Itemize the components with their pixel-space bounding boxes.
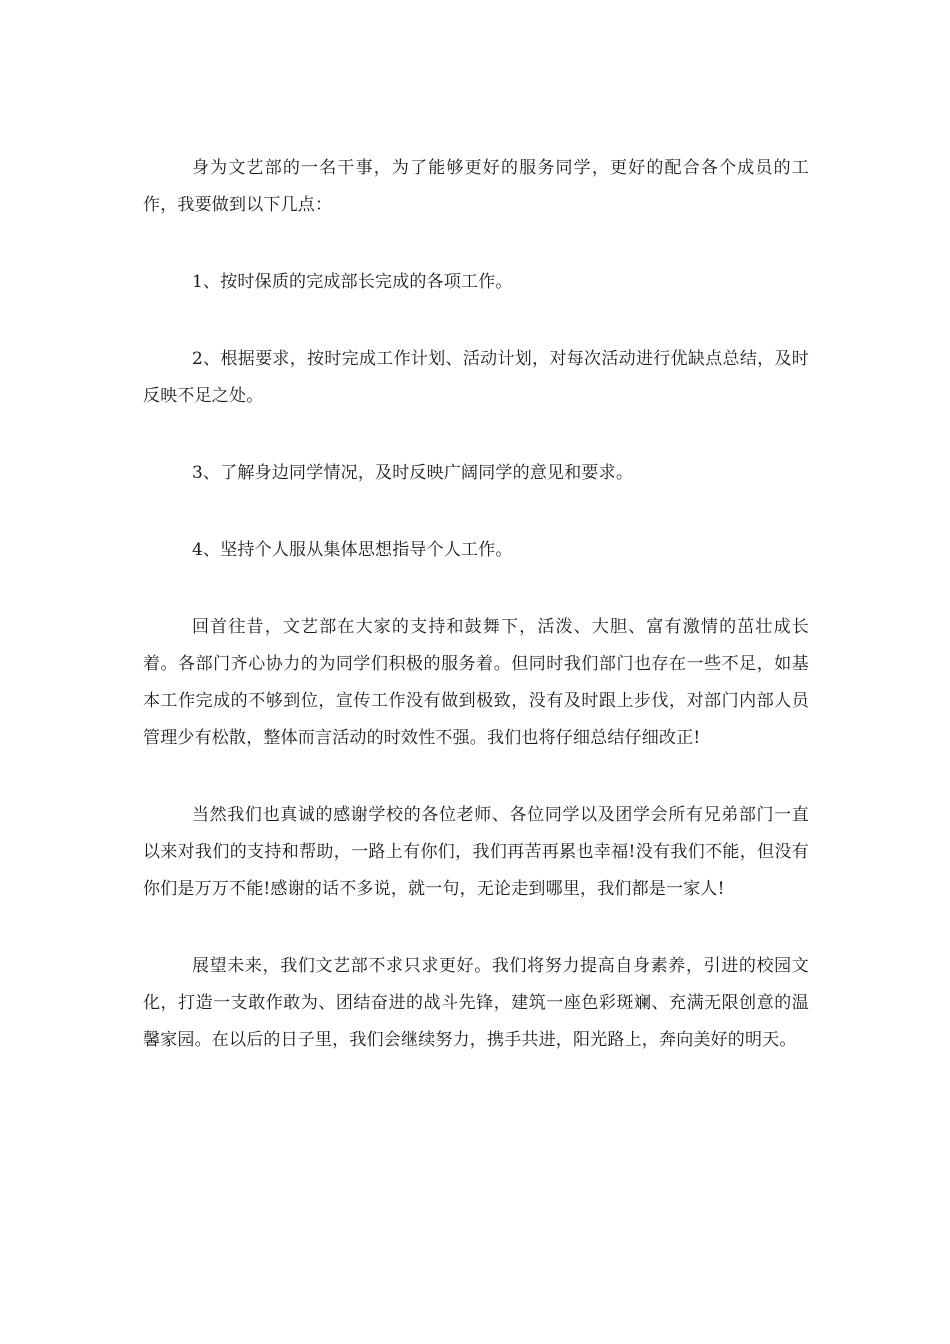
- document-body: [143, 150, 809, 1059]
- paragraph-intro: 身为文艺部的一名干事，为了能够更好的服务同学，更好的配合各个成员的工作，我要做到以下几点：: [143, 158, 809, 215]
- paragraph-outlook: 展望未来，我们文艺部不求只求更好。我们将努力提高自身素养，引进的校园文化，打造一支敢作敢为、团结奋进的战斗先锋，建筑一座色彩斑斓、充满无限创意的温馨家园。在以后的日子里，我们会继续努力，携手共进，阳光路上，奔向美好的明天。: [143, 956, 809, 1050]
- paragraph-item-3: 3、了解身边同学情况，及时反映广阔同学的意见和要求。: [192, 463, 634, 483]
- paragraph-thanks: 当然我们也真诚的感谢学校的各位老师、各位同学以及团学会所有兄弟部门一直以来对我们的支持和帮助，一路上有你们，我们再苦再累也幸福!没有我们不能，但没有你们是万万不能!感谢的话不多说，就一句，无论走到哪里，我们都是一家人!: [143, 805, 809, 899]
- paragraph-item-2: 2、根据要求，按时完成工作计划、活动计划，对每次活动进行优缺点总结，及时反映不足之处。: [143, 349, 809, 406]
- paragraph-item-1: 1、按时保质的完成部长完成的各项工作。: [192, 272, 513, 292]
- paragraph-review: 回首往昔，文艺部在大家的支持和鼓舞下，活泼、大胆、富有激情的茁壮成长着。各部门齐心协力的为同学们积极的服务着。但同时我们部门也存在一些不足，如基本工作完成的不够到位，宣传工作没有做到极致，没有及时跟上步伐，对部门内部人员管理少有松散，整体而言活动的时效性不强。我们也将仔细总结仔细改正!: [143, 617, 809, 748]
- paragraph-item-4: 4、坚持个人服从集体思想指导个人工作。: [192, 540, 513, 560]
